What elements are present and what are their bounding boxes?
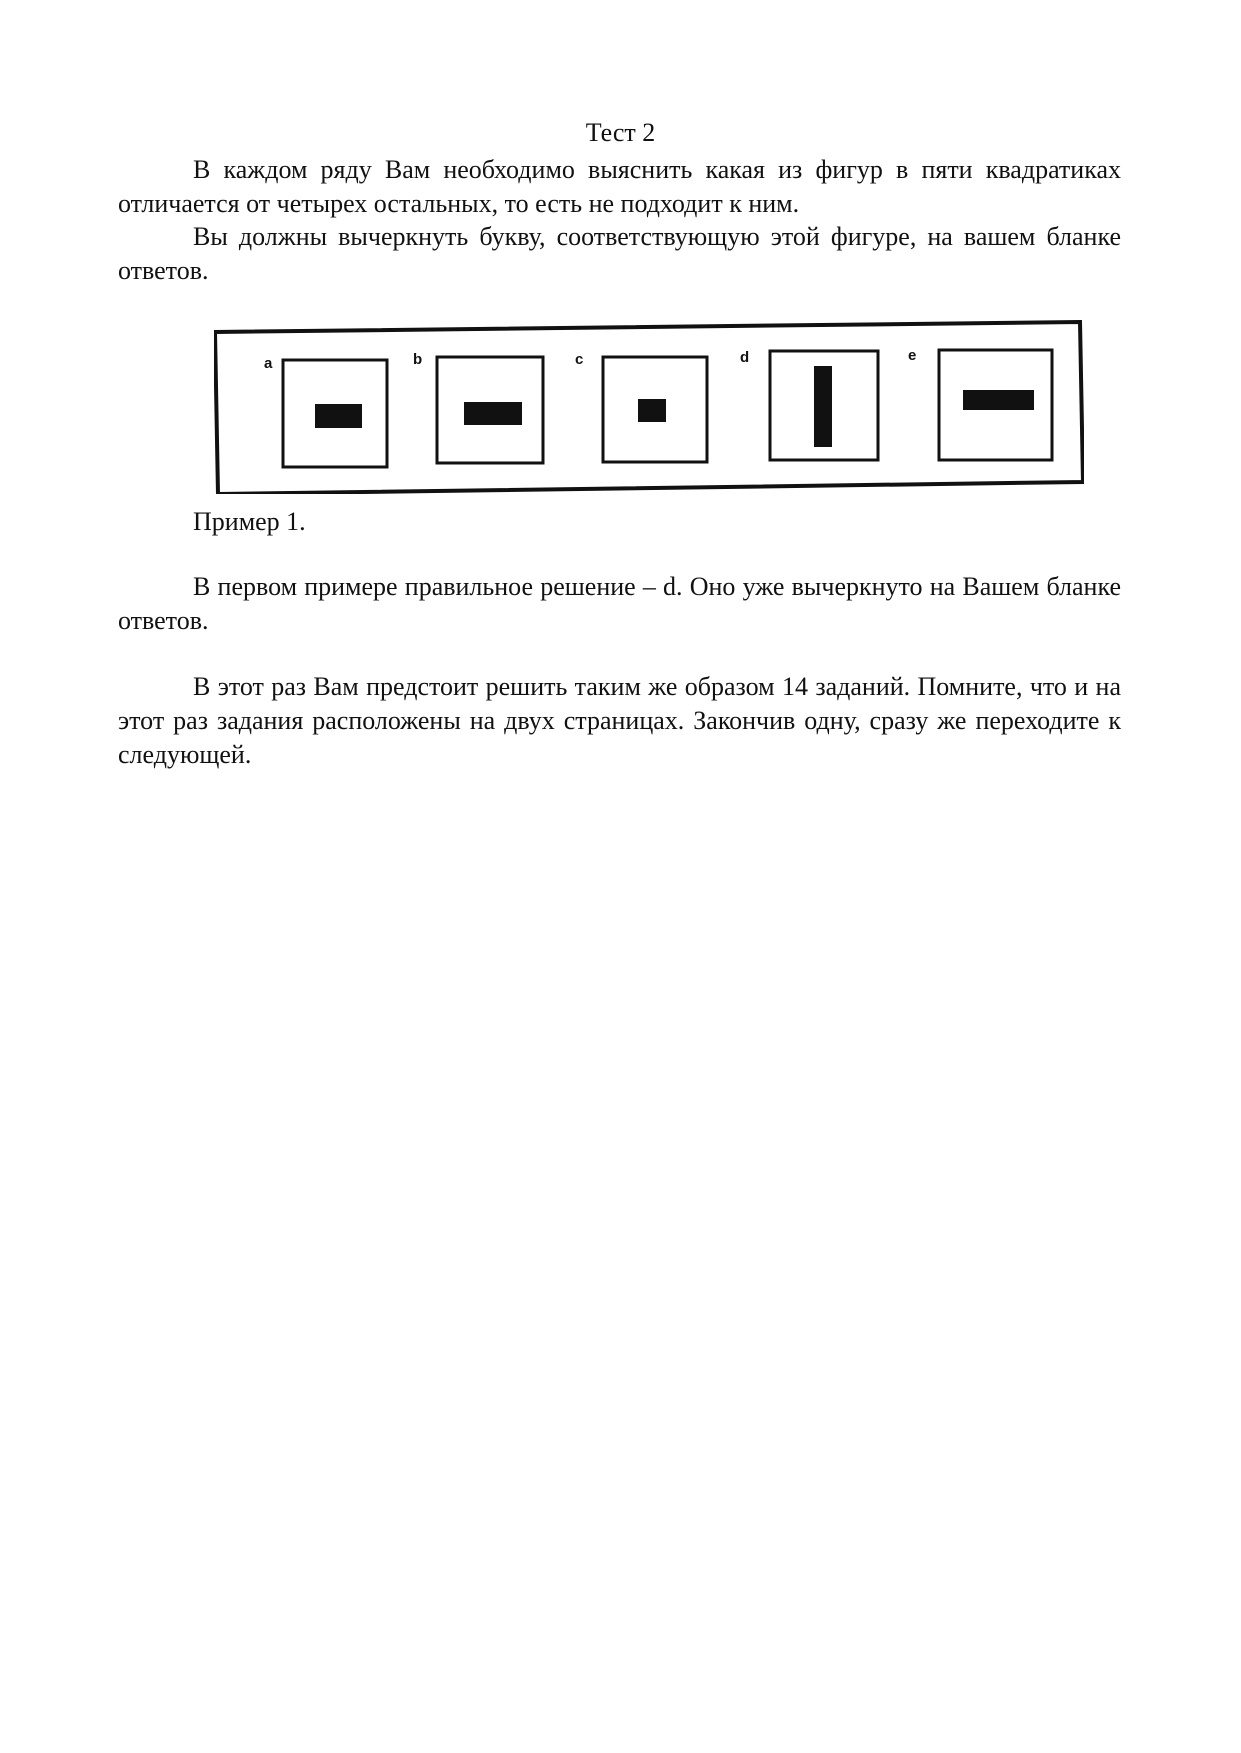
instruction-paragraph-2-text: Вы должны вычеркнуть букву, соответствующую этой фигуре, на вашем бланке ответов. (118, 222, 1121, 285)
example-figure (214, 320, 1084, 494)
instruction-paragraph-2 (118, 220, 1121, 288)
instruction-paragraph-4-text: В этот раз Вам предстоит решить таким же образом 14 заданий. Помните, что и на этот раз задания расположены на двух страницах. Закончив одну, сразу же переходите к следующей. (118, 672, 1121, 769)
vertical-bar-shape (814, 366, 832, 447)
option-letter: c (575, 351, 584, 368)
horizontal-bar-shape (963, 390, 1034, 410)
option-letter: d (740, 349, 750, 366)
instruction-paragraph-4 (118, 670, 1121, 772)
instruction-paragraph-3-text: В первом примере правильное решение – d. Оно уже вычеркнуто на Вашем бланке ответов. (118, 572, 1121, 635)
option-letter: e (908, 347, 917, 364)
horizontal-bar-shape (464, 402, 522, 425)
option-letter: b (413, 351, 423, 368)
instruction-paragraph-1-text: В каждом ряду Вам необходимо выяснить какая из фигур в пяти квадратиках отличается от четырех остальных, то есть не подходит к ним. (118, 155, 1121, 218)
figure-caption: Пример 1. (193, 507, 306, 536)
instruction-paragraph-1 (118, 153, 1121, 221)
horizontal-bar-shape (638, 399, 666, 422)
example-option (908, 347, 1052, 460)
horizontal-bar-shape (315, 404, 362, 428)
instruction-paragraph-3 (118, 570, 1121, 638)
page-title: Тест 2 (585, 118, 656, 147)
example-figure-svg (214, 320, 1084, 494)
example-option (264, 355, 387, 467)
example-option (740, 349, 878, 460)
example-option (575, 351, 707, 462)
example-option (413, 351, 543, 463)
option-letter: a (264, 355, 273, 372)
